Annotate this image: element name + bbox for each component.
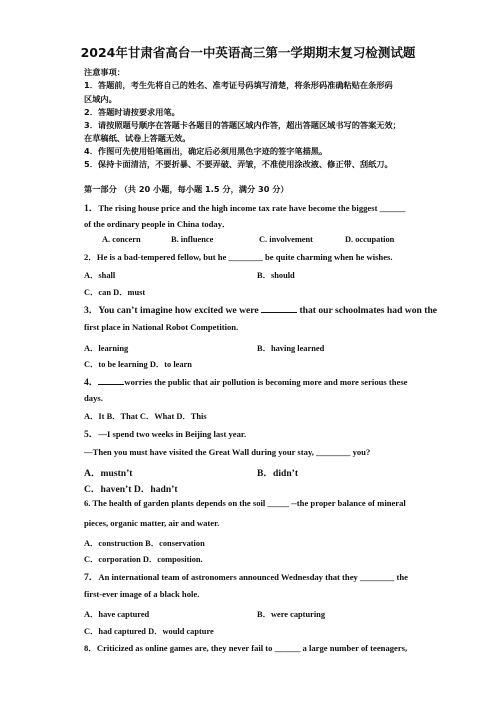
q1-option-d: D. occupation [345,235,395,244]
notice-line: 区域内。 [84,94,117,104]
question-5-stem-cont: —Then you must have visited the Great Wall during your stay, ________ you? [84,447,371,457]
question-8-stem: 8．Criticized as online games are, they never fail to ______ a large number of teenagers, [84,643,408,653]
q1-option-a: A. concern [102,235,141,244]
question-5-stem: 5．—I spend two weeks in Beijing last year. [84,429,247,440]
q6-options-cd: C．corporation D．composition. [84,555,203,564]
q2-option-b: B．should [257,271,295,280]
q7-option-b: B．were capturing [257,610,326,619]
q5-options-cd: C．haven’t D．hadn’t [84,484,178,495]
notice-line: 1．答题前，考生先将自己的姓名、准考证号码填写清楚，将条形码准确粘贴在条形码 [84,80,393,90]
question-3-stem: 3．You can’t imagine how excited we were that our schoolmates had won the [84,305,438,316]
q7-options-cd: C．had captured D．would capture [84,627,214,636]
notice-line: 4．作图可先使用铅笔画出，确定后必须用黑色字迹的签字笔描黑。 [84,146,328,156]
q5-option-b: B．didn’t [257,468,299,479]
q4-options: A．It B．That C．What D．This [84,412,207,421]
question-7-stem-cont: first-ever image of a black hole. [84,589,200,599]
q3-option-a: A．learning [84,344,129,353]
q2-option-a: A．shall [84,271,116,280]
question-3-stem-cont: first place in National Robot Competition. [84,322,239,332]
question-6-stem-cont: pieces, organic matter, air and water. [84,518,220,528]
question-7-stem: 7．An international team of astronomers announced Wednesday that they ________ the [84,572,408,583]
notice-line: 2．答题时请按要求用笔。 [84,107,180,117]
question-2-stem: 2．He is a bad-tempered fellow, but he ________ be quite charming when he wishes. [84,252,393,262]
q1-option-b: B. influence [171,235,214,244]
question-4-stem: 4． worries the public that air pollution is becoming more and more serious these [84,377,408,388]
notice-heading: 注意事项： [84,67,125,77]
notice-line: 5．保持卡面清洁，不要折暴、不要弄破、弄皱，不准使用涂改液、修正带、刮纸刀。 [84,159,393,169]
q1-option-c: C. involvement [259,235,313,244]
q3-option-b: B．having learned [257,344,325,353]
question-1-stem: 1．The rising house price and the high income tax rate have become the biggest ______ [84,203,406,214]
question-6-stem: 6. The health of garden plants depends on the soil _____ --the proper balance of mineral [84,498,406,508]
q6-options-ab: A．construction B．conservation [84,539,205,548]
question-4-stem-cont: days. [84,393,103,403]
q7-option-a: A．have captured [84,610,150,619]
notice-line: 3．请按照题号顺序在答题卡各题目的答题区域内作答，超出答题区域书写的答案无效； [84,120,401,130]
q5-option-a: A．mustn’t [84,468,133,479]
question-1-stem-cont: of the ordinary people in China today． [84,219,231,229]
page-title: 2024年甘肃省高台一中英语高三第一学期期末复习检测试题 [80,45,416,60]
q2-options-cd: C．can D．must [84,288,146,297]
q3-options-cd: C．to be learning D．to learn [84,360,192,369]
part-heading: 第一部分 （共 20 小题，每小题 1.5 分，满分 30 分） [84,184,289,194]
notice-line: 在草稿纸、试卷上答题无效。 [84,133,191,143]
